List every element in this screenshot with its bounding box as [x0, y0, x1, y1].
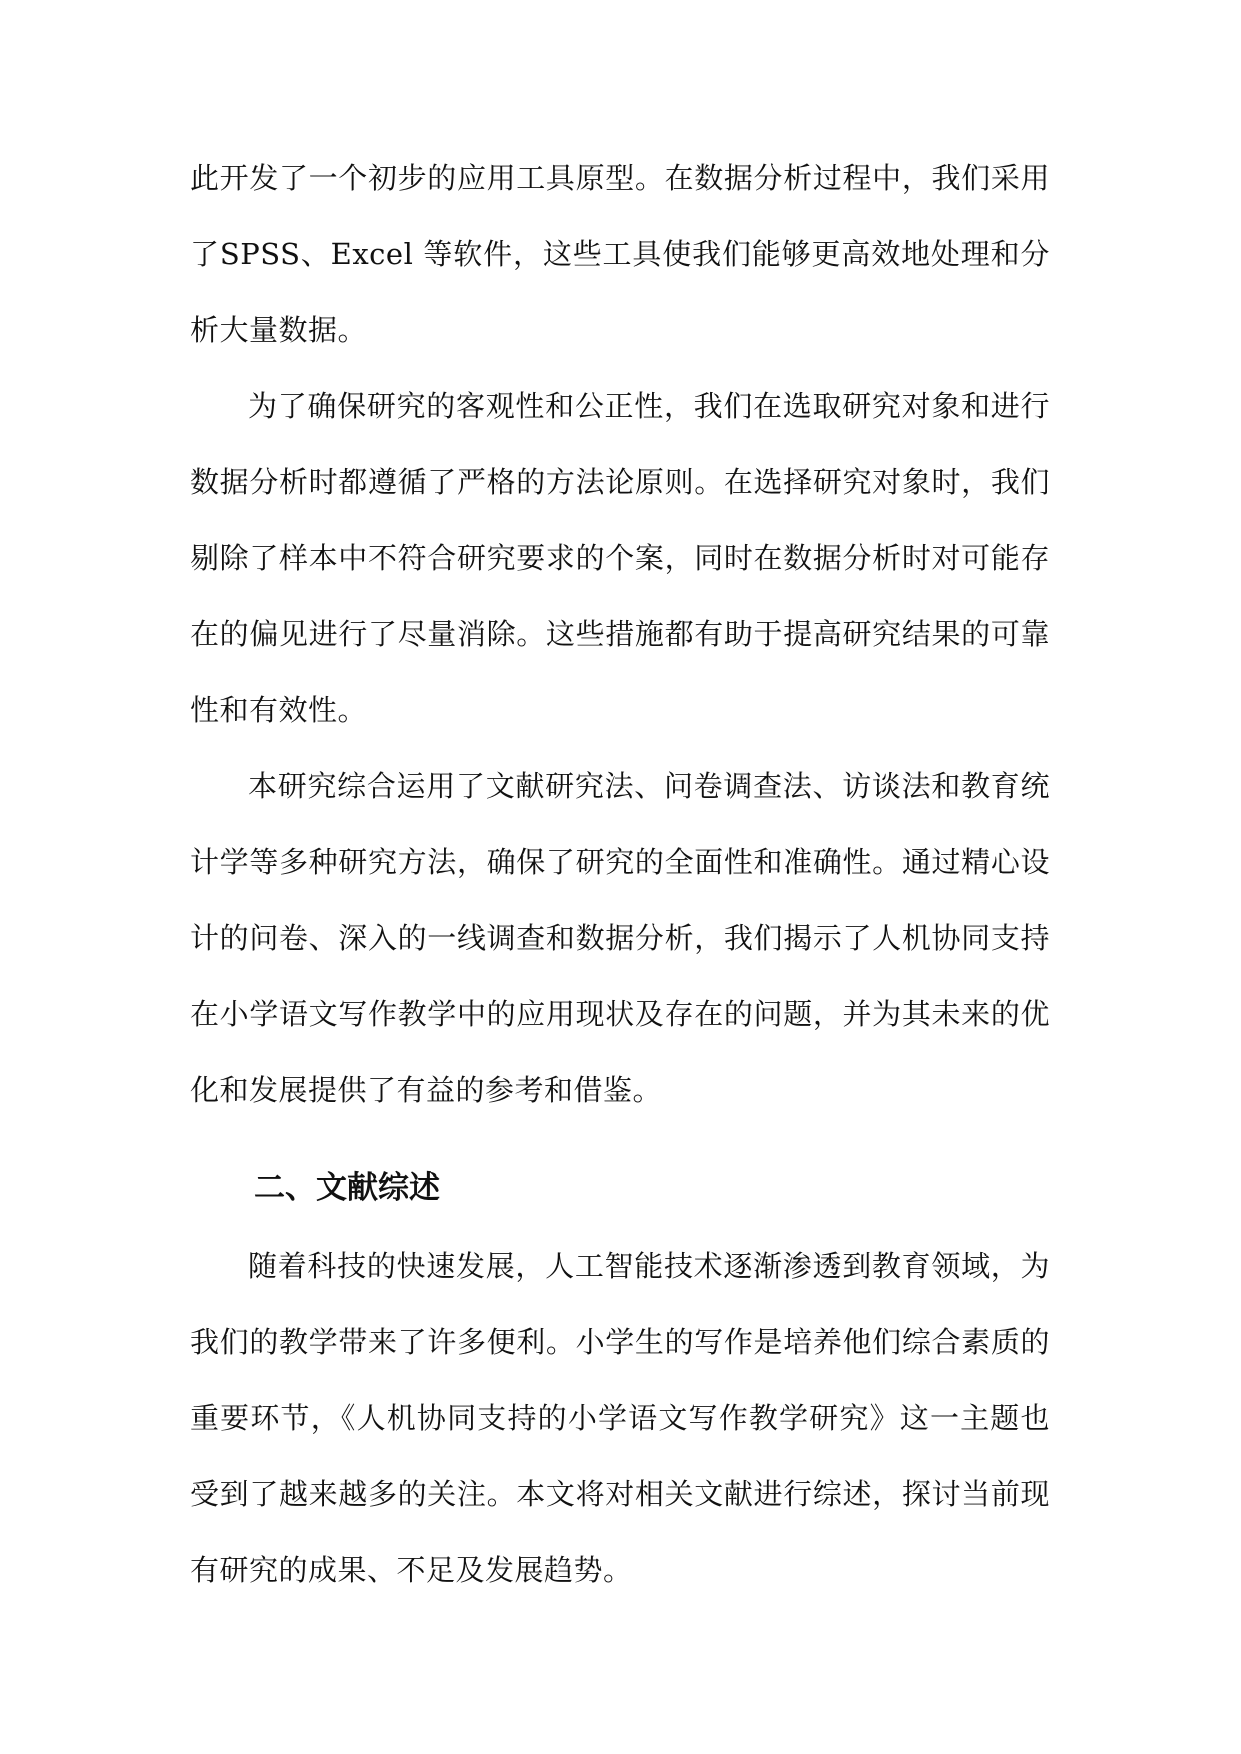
paragraph-methods-summary: 本研究综合运用了文献研究法、问卷调查法、访谈法和教育统计学等多种研究方法，确保了研究的全面性和准确性。通过精心设计的问卷、深入的一线调查和数据分析，我们揭示了人机协同支持在小学语文写作教学中的应用现状及存在的问题，并为其未来的优化和发展提供了有益的参考和借鉴。	[190, 769, 1050, 1107]
paragraph-objectivity: 为了确保研究的客观性和公正性，我们在选取研究对象和进行数据分析时都遵循了严格的方法论原则。在选择研究对象时，我们剔除了样本中不符合研究要求的个案，同时在数据分析时对可能存在的偏见进行了尽量消除。这些措施都有助于提高研究结果的可靠性和有效性。	[190, 389, 1050, 727]
body-text-upper	[190, 140, 1050, 1128]
paragraph-continuation: 此开发了一个初步的应用工具原型。在数据分析过程中，我们采用了SPSS、Excel 等软件，这些工具使我们能够更高效地处理和分析大量数据。	[190, 161, 1050, 347]
paragraph-literature-intro: 随着科技的快速发展，人工智能技术逐渐渗透到教育领域，为我们的教学带来了许多便利。小学生的写作是培养他们综合素质的重要环节，《人机协同支持的小学语文写作教学研究》这一主题也受到了越来越多的关注。本文将对相关文献进行综述，探讨当前现有研究的成果、不足及发展趋势。	[190, 1249, 1050, 1587]
section-heading: 二、文献综述	[254, 1170, 440, 1206]
body-text-lower	[190, 1228, 1050, 1608]
